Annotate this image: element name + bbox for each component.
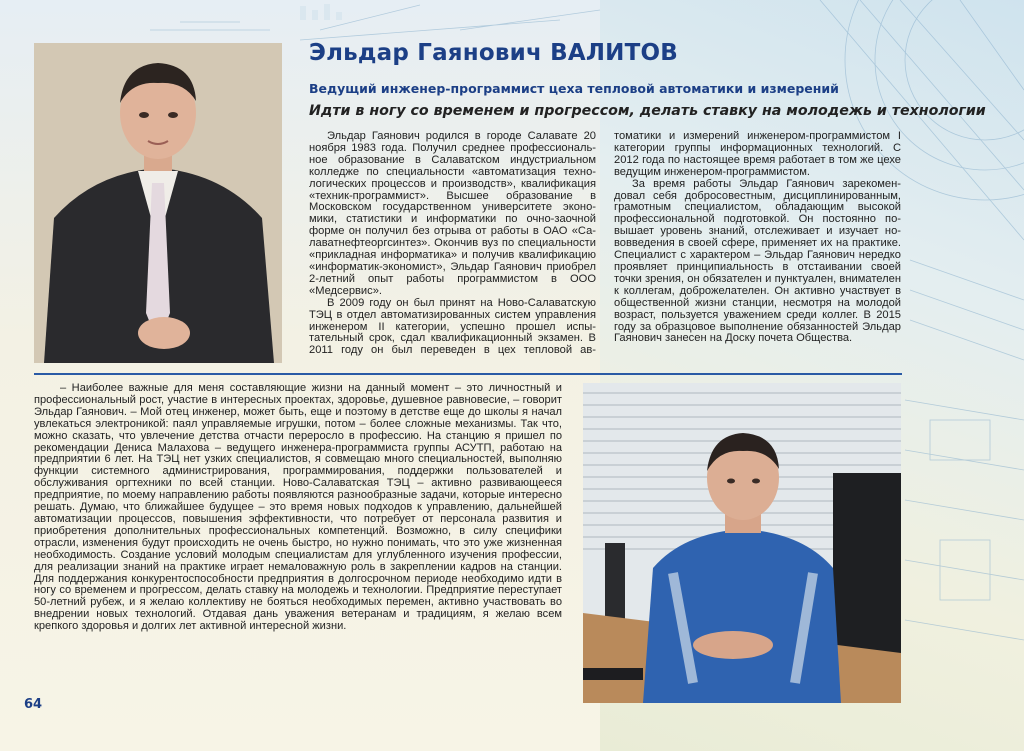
biography-paragraph: За время работы Эльдар Гаянович зарекомендовал себя добросовестным, дисциплинированным, грамотным специалистом, обладающим высокой профессиональной подготовкой. Он постоянно повышает уровень знаний, отслеживает и изучает нововведения в своей сфере, применяет их на практике. Специалист с характером – Эльдар Гаянович нередко проявляет принципиальность в отстаивании своей точки зрения, он обязателен и пунктуален, внимателен к коллегам, доброжелателен. Он активно участвует в общественной жизни станции, несмотря на молодой возраст, пользуется уважением среди коллег. В 2015 году за образцовое выполнение обязанностей Эльдар Гаянович занесен на Доску почета Общества.: [614, 177, 901, 345]
biography-paragraph: Эльдар Гаянович родился в городе Салавате 20 ноября 1983 года. Получил среднее профессиональное образование в Салаватском индустриальном колледже по специальности «автоматизация технологических процессов и производств», квалификация «техник-программист». Высшее образование в Московском государственном университете экономики, статистики и информатики по очно-заочной форме он получил без отрыва от работы в ОАО «Салаватнефтеоргсинтез». Окончив вуз по специальности «прикладная информатика» и получив квалификацию «информатик-экономист», Эльдар Гаянович приобрел 2-летний опыт работы программистом в ООО «Медсервис».: [309, 131, 596, 297]
motto-headline: Идти в ногу со временем и прогрессом, делать ставку на молодежь и технологии: [309, 103, 986, 119]
workplace-photo: [583, 383, 901, 703]
portrait-photo: [34, 43, 282, 363]
person-name: Эльдар Гаянович ВАЛИТОВ: [309, 40, 678, 66]
biography-paragraph: В 2009 году он был принят на Ново-Салаватскую ТЭЦ в отдел автоматизированных систем управления инженером II категории, успешно прошел испытательный срок, сдал квалификационный экзамен. В 2011 году он был переведен в цех тепловой автоматики и измерений инженером-программистом I категории группы информационных технологий. С 2012 года по настоящее время работает в том же цехе ведущим инженером-программистом.: [309, 131, 901, 357]
page-number: 64: [24, 697, 43, 712]
section-divider: [34, 373, 902, 375]
biography-text: [309, 131, 901, 367]
quote-text: – Наиболее важные для меня составляющие жизни на данный момент – это личностный и профессиональный рост, участие в интересных проектах, здоровье, душевное равновесие, – говорит Эльдар Гаянович. – Мой отец инженер, может быть, еще и поэтому в детстве еще до школы я начал увлекаться электроникой: паял управляемые игрушки, потом – более сложные механизмы. Так что, можно сказать, что увлечение детства отчасти переросло в профессию. На станцию я пришел по рекомендации Дениса Малахова – ведущего инженера-программиста группы АСУТП, работаю на предприятии 6 лет. На ТЭЦ нет узких специалистов, я совмещаю много специальностей, выполняю функции системного администрирования, программирования, поддержки пользователей и обслуживания оргтехники по всей станции. Ново-Салаватская ТЭЦ – активно развивающееся предприятие, по моему направлению работы появляются разнообразные задачи, которые интересно решать. Думаю, что ближайшее будущее – это время новых подходов к управлению, дальнейшей автоматизации процессов, повышения эффективности, что потребует от персонала развития и приобретения дополнительных профессиональных компетенций. Возможно, в силу специфики отрасли, изменения будут происходить не очень быстро, но нужно понимать, что это уже жизненная необходимость. Создание условий молодым специалистам для углубленного изучения профессии, для реализации знаний на практике играет немаловажную роль в закреплении кадров на станции. Для поддержания конкурентоспособности предприятия в долгосрочном периоде необходимо идти в ногу со временем и прогрессом, делать ставку на молодежь и технологии. Предприятие переступает 50-летний рубеж, и я желаю коллективу не бояться необходимых перемен, активно участвовать во внедрении новых технологий. Отдавая дань уважения ветеранам и традициям, я желаю всем крепкого здоровья и долгих лет активной интересной жизни.: [34, 383, 562, 633]
job-title: Ведущий инженер-программист цеха тепловой автоматики и измерений: [309, 81, 839, 96]
